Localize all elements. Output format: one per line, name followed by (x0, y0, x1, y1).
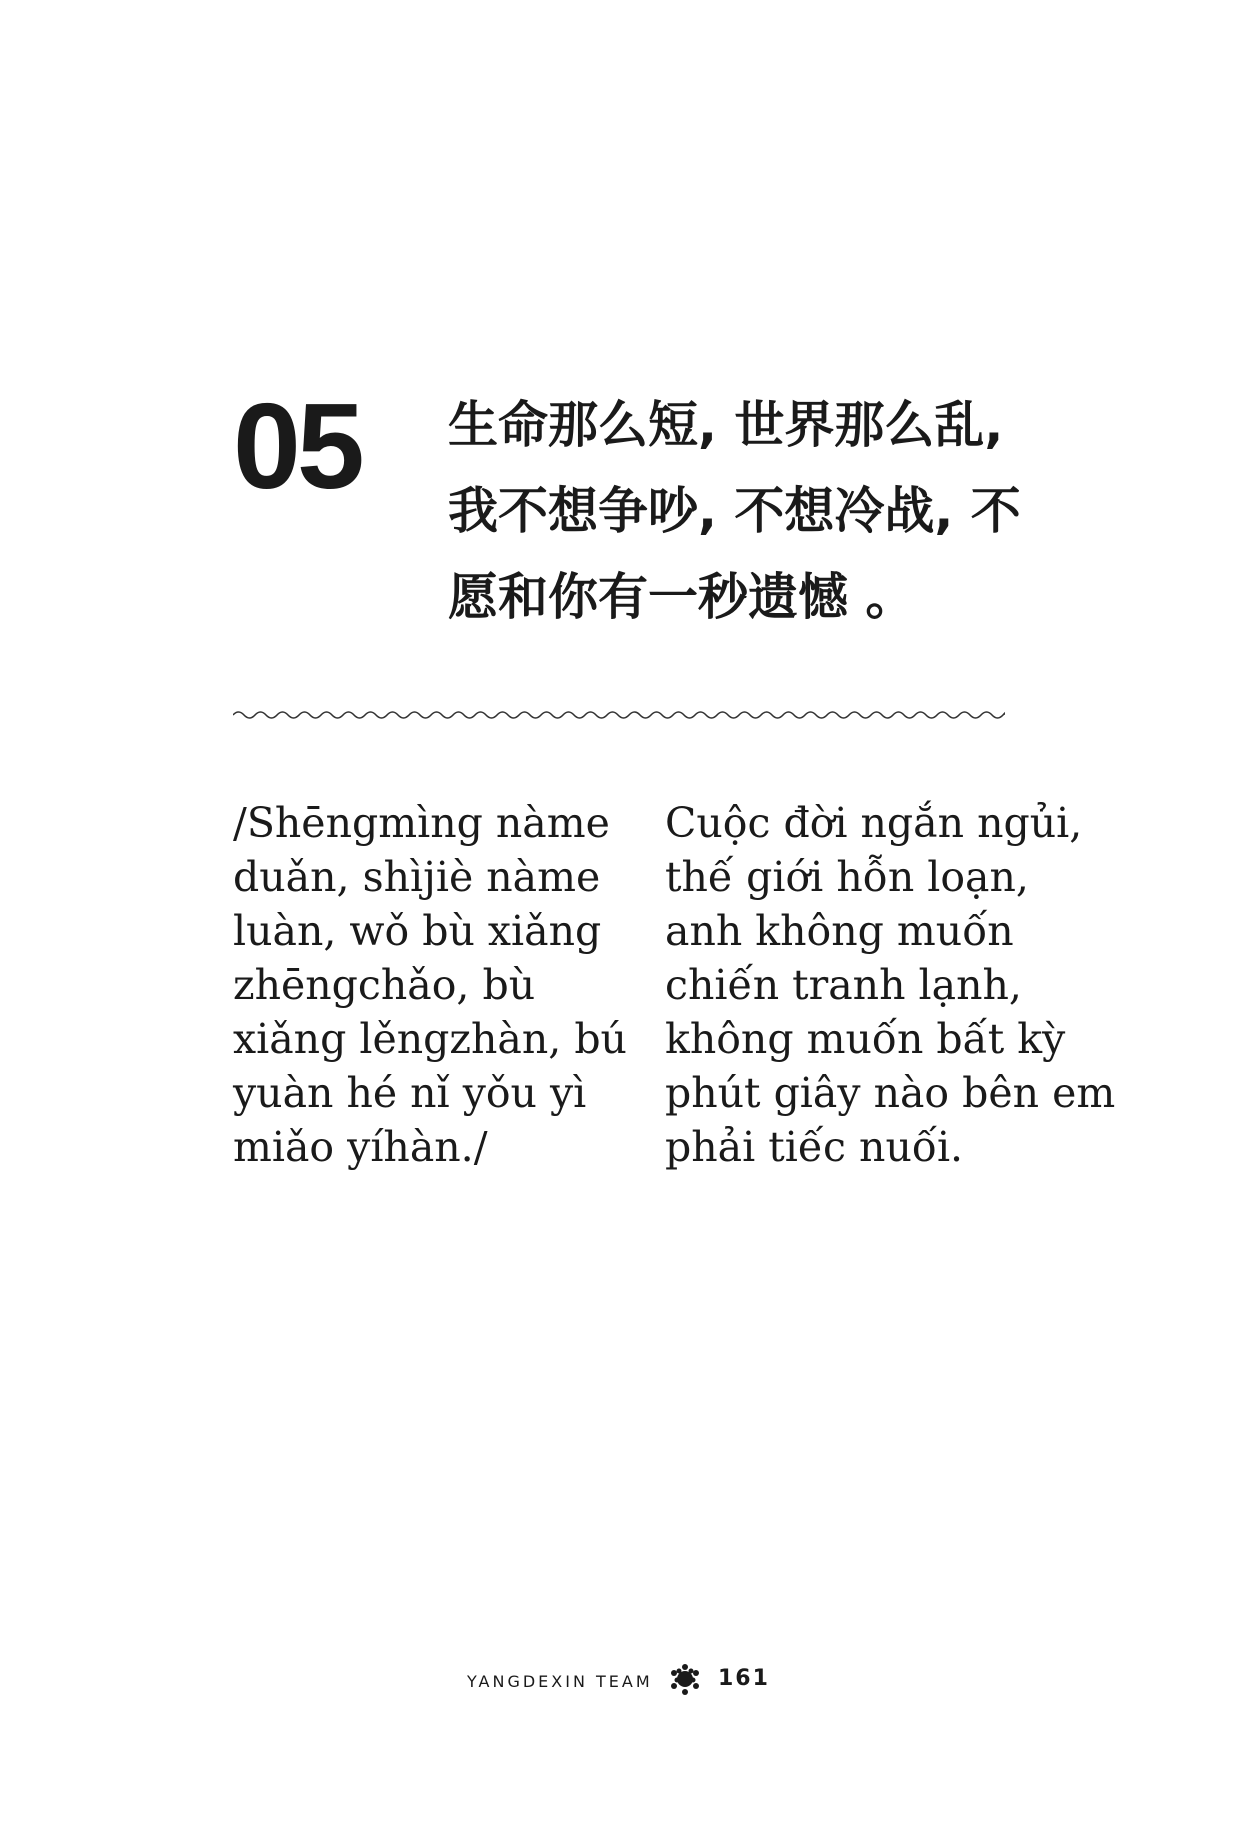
vietnamese-line: phải tiếc nuối. (665, 1123, 964, 1171)
pinyin-line: yuàn hé nǐ yǒu yì (233, 1069, 587, 1117)
pinyin-line: zhēngchǎo, bù (233, 961, 536, 1009)
vietnamese-line: anh không muốn (665, 907, 1014, 955)
vietnamese-line: phút giây nào bên em (665, 1069, 1116, 1117)
page-footer (0, 1660, 1252, 1700)
footer-team-name: YANGDEXIN TEAM (467, 1672, 653, 1691)
page-number: 161 (718, 1666, 770, 1691)
pinyin-line: xiǎng lěngzhàn, bú (233, 1015, 627, 1063)
splat-icon (668, 1662, 702, 1696)
pinyin-line: duǎn, shìjiè nàme (233, 853, 601, 901)
chinese-quote (448, 382, 1028, 640)
vietnamese-translation (665, 796, 1116, 1174)
chinese-line: 愿和你有一秒遗憾 。 (448, 568, 916, 626)
pinyin-transcription (233, 796, 633, 1174)
vietnamese-line: không muốn bất kỳ (665, 1015, 1066, 1063)
vietnamese-line: chiến tranh lạnh, (665, 961, 1022, 1009)
wavy-divider (233, 708, 1005, 722)
chinese-line: 我不想争吵, 不想冷战, 不 (448, 482, 1021, 540)
vietnamese-line: Cuộc đời ngắn ngủi, (665, 799, 1083, 847)
pinyin-line: miǎo yíhàn./ (233, 1123, 488, 1171)
pinyin-line: luàn, wǒ bù xiǎng (233, 907, 602, 955)
pinyin-line: /Shēngmìng nàme (233, 799, 610, 847)
entry-number: 05 (233, 378, 361, 514)
vietnamese-line: thế giới hỗn loạn, (665, 853, 1029, 901)
chinese-line: 生命那么短, 世界那么乱, (448, 396, 1004, 454)
